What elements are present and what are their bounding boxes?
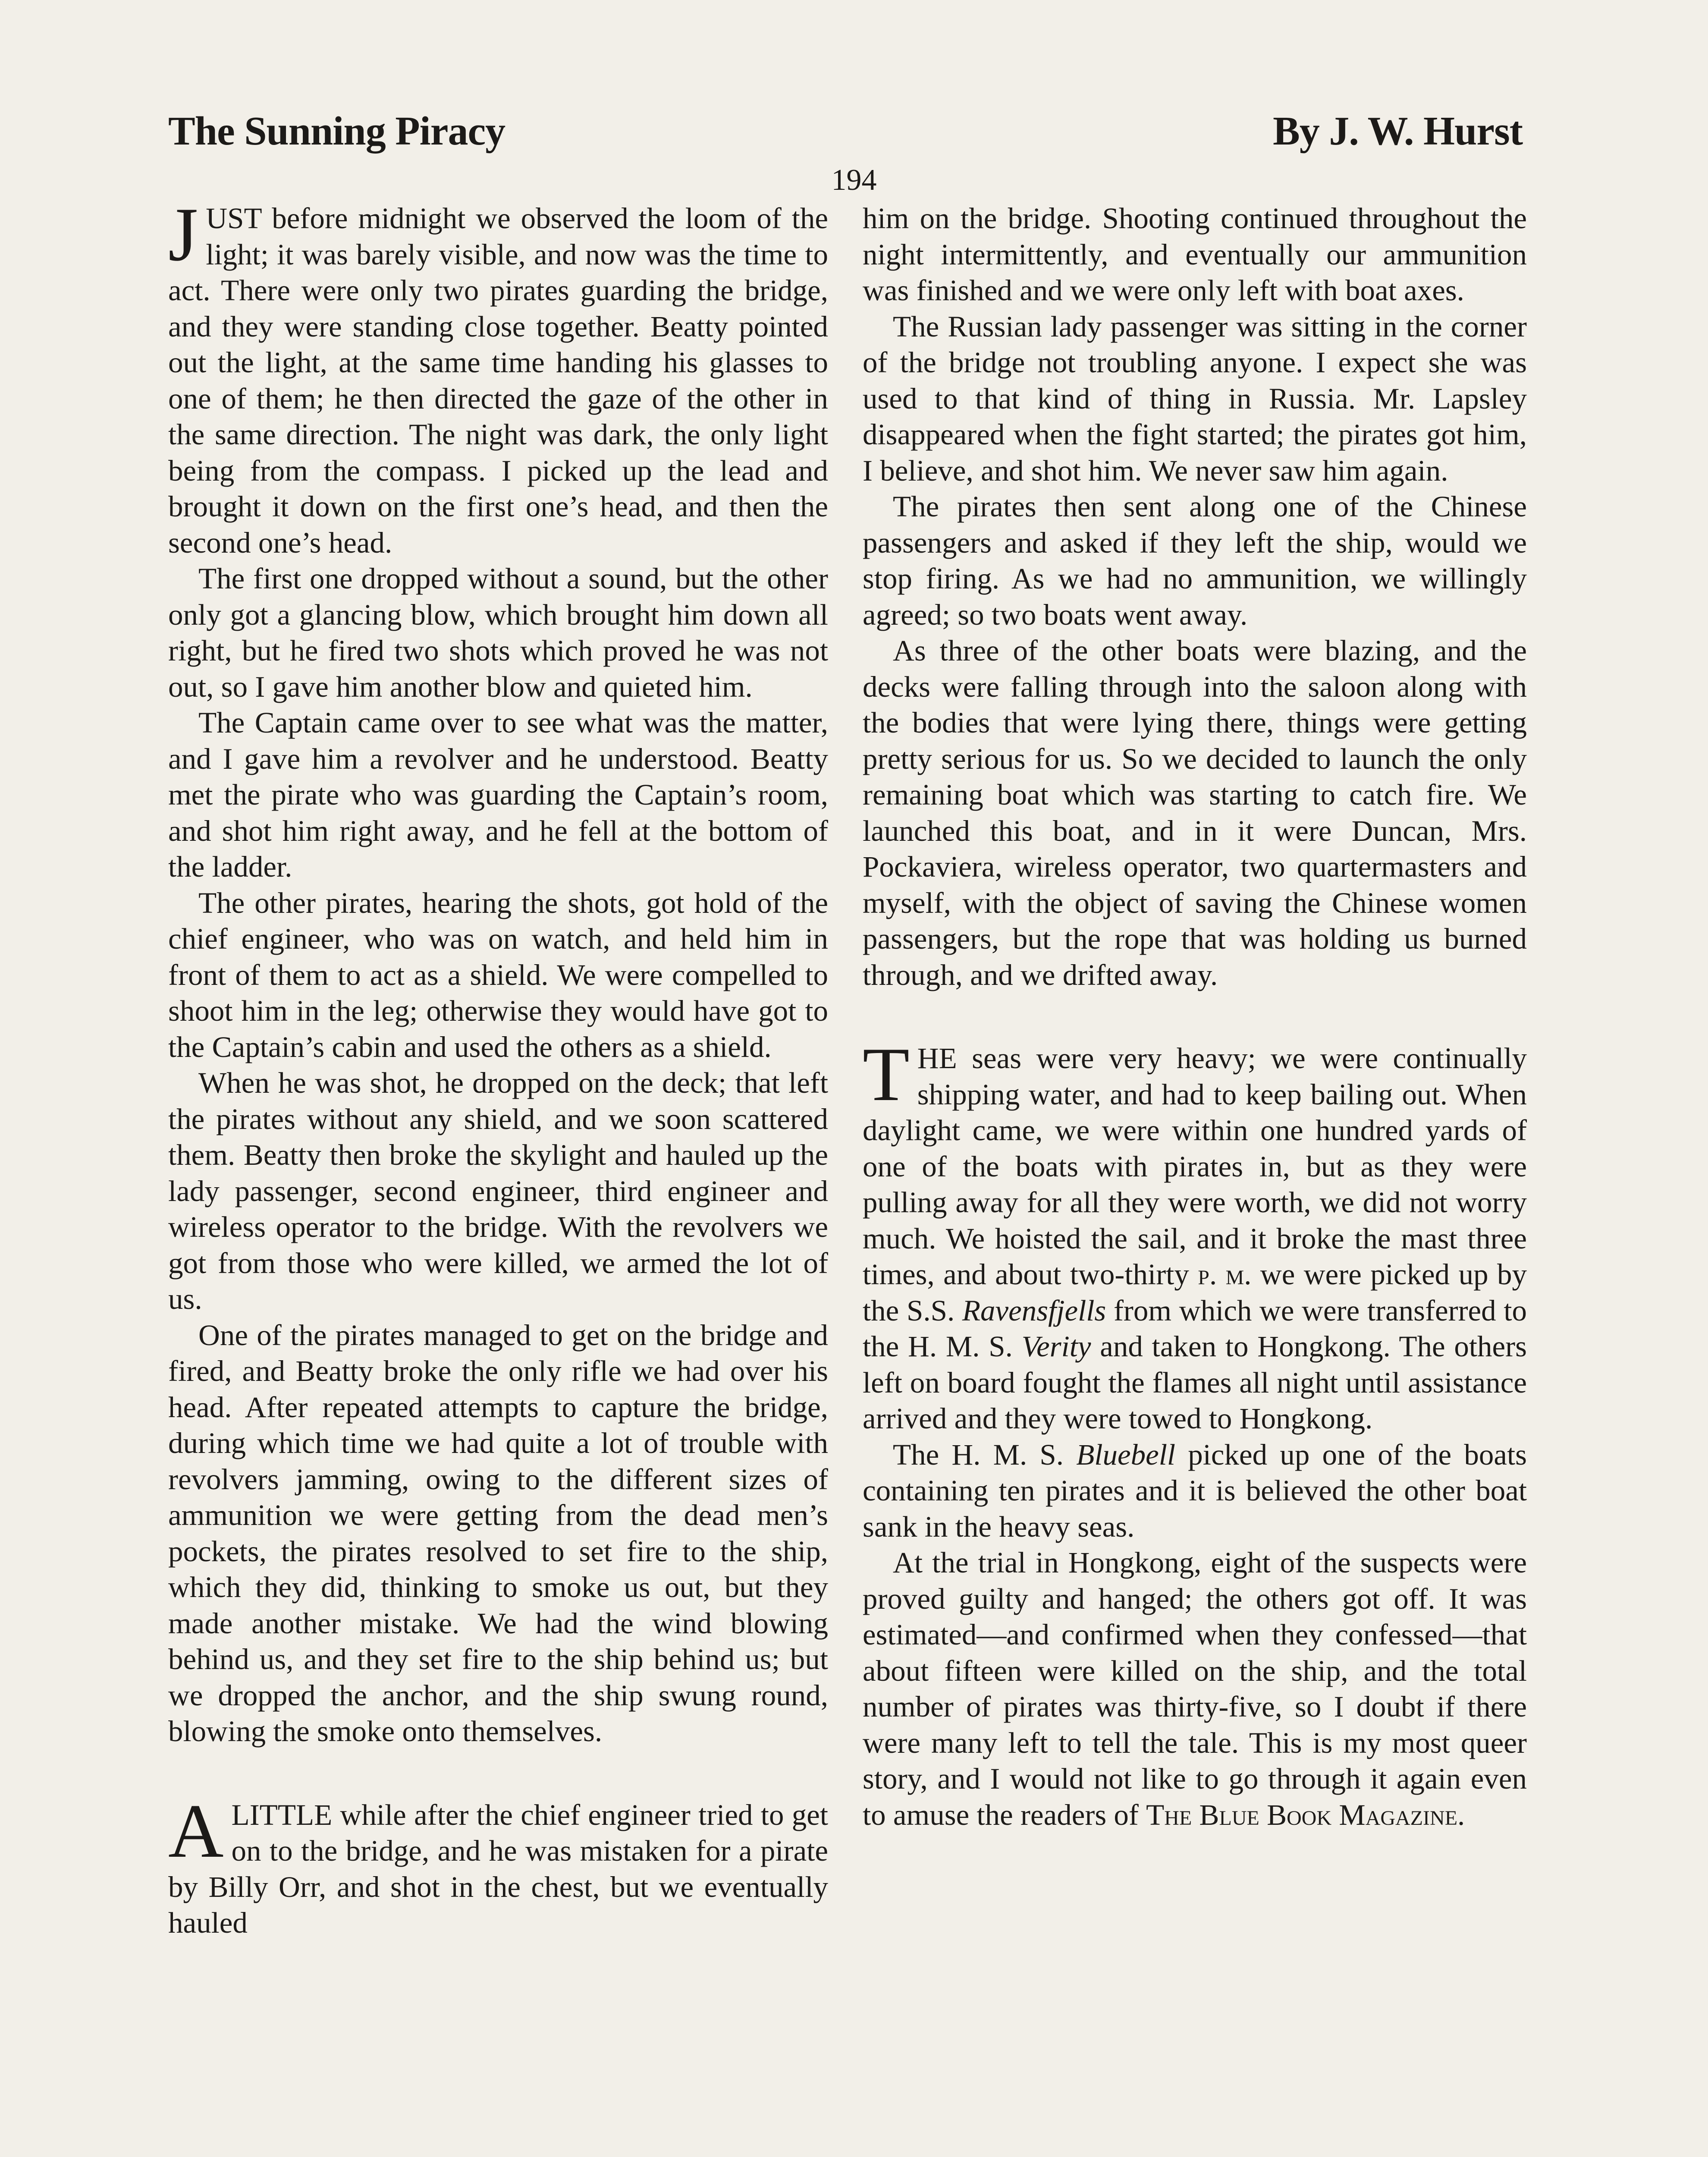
paragraph: At the trial in Hongkong, eight of the suspects were proved guilty and hanged; the others got off. It was estimated—and confirmed when they confessed—that about fifteen were killed on the ship, and the total number of pirates was thirty-five, so I doubt if there were many left to tell the tale. This is my most queer story, and I would not like to go through it again even to amuse the readers of The Blue Book Magazine.	[863, 1546, 1527, 1831]
drop-cap: T	[863, 1031, 910, 1117]
ship-name: Verity	[1021, 1330, 1091, 1363]
section-break	[168, 1750, 828, 1797]
paragraph: THE seas were very heavy; we were continually shipping water, and had to keep bailing out. When daylight came, we were within one hundred yards of one of the boats with pirates in, but as they were pulling away for all they were worth, we did not worry much. We hoisted the sail, and it broke the mast three times, and about two-thirty p. m. we were picked up by the S.S. Ravensfjells from which we were transferred to the H. M. S. Verity and taken to Hongkong. The others left on board fought the flames all night until assistance arrived and they were towed to Hongkong.	[863, 1031, 1527, 1435]
ship-name: Ravensfjells	[962, 1294, 1106, 1327]
left-column	[168, 192, 828, 1941]
page-header	[168, 108, 1523, 164]
story-title: The Sunning Piracy	[168, 109, 505, 154]
page-number: 194	[831, 164, 877, 197]
paragraph: One of the pirates managed to get on the bridge and fired, and Beatty broke the only rifle we had over his head. After repeated attempts to capture the bridge, during which time we had quite a lot of trouble with revolvers jamming, owing to the different sizes of ammunition we were getting from the dead men’s pockets, the pirates resolved to set fire to the ship, which they did, thinking to smoke us out, but they made another mistake. We had the wind blowing behind us, and they set fire to the ship behind us; but we dropped the anchor, and the ship swung round, blowing the smoke onto themselves.	[168, 1318, 828, 1748]
section-break	[863, 993, 1527, 1041]
paragraph: The H. M. S. Bluebell picked up one of the boats containing ten pirates and it is believed the other boat sank in the heavy seas.	[863, 1438, 1527, 1543]
magazine-name: The Blue Book Magazine	[1146, 1798, 1458, 1831]
paragraph: When he was shot, he dropped on the deck; that left the pirates without any shield, and we soon scattered them. Beatty then broke the skylight and hauled up the lady passenger, second engineer, third engineer and wireless operator to the bridge. With the revolvers we got from those who were killed, we armed the lot of us.	[168, 1066, 828, 1315]
drop-cap: J	[168, 192, 198, 277]
ship-name: Bluebell	[1076, 1438, 1176, 1471]
drop-cap: A	[168, 1788, 224, 1874]
paragraph: The Captain came over to see what was the matter, and I gave him a revolver and he understood. Beatty met the pirate who was guarding the Captain’s room, and shot him right away, and he fell at the bottom of the ladder.	[168, 706, 828, 883]
paragraph: him on the bridge. Shooting continued throughout the night intermittently, and eventually our ammunition was finished and we were only left with boat axes.	[863, 202, 1527, 307]
paragraph: JUST before midnight we observed the loom of the light; it was barely visible, and now was the time to act. There were only two pirates guarding the bridge, and they were standing close together. Beatty pointed out the light, at the same time handing his glasses to one of them; he then directed the gaze of the other in the same direction. The night was dark, the only light being from the compass. I picked up the lead and brought it down on the first one’s head, and then the second one’s head.	[168, 192, 828, 559]
paragraph: ALITTLE while after the chief engineer tried to get on to the bridge, and he was mistaken for a pirate by Billy Orr, and shot in the chest, but we eventually hauled	[168, 1788, 828, 1939]
paragraph: The other pirates, hearing the shots, got hold of the chief engineer, who was on watch, and held him in front of them to act as a shield. We were compelled to shoot him in the leg; otherwise they would have got to the Captain’s cabin and used the others as a shield.	[168, 886, 828, 1063]
time-abbrev: p. m.	[1198, 1258, 1252, 1291]
paragraph: The Russian lady passenger was sitting in the corner of the bridge not troubling anyone. I expect she was used to that kind of thing in Russia. Mr. Lapsley disappeared when the fight started; the pirates got him, I believe, and shot him. We never saw him again.	[863, 310, 1527, 487]
right-column	[863, 201, 1527, 1833]
paragraph: The pirates then sent along one of the Chinese passengers and asked if they left the ship, would we stop firing. As we had no ammunition, we willingly agreed; so two boats went away.	[863, 490, 1527, 631]
paragraph: The first one dropped without a sound, but the other only got a glancing blow, which brought him down all right, but he fired two shots which proved he was not out, so I gave him another blow and quieted him.	[168, 562, 828, 703]
paragraph: As three of the other boats were blazing, and the decks were falling through into the saloon along with the bodies that were lying there, things were getting pretty serious for us. So we decided to launch the only remaining boat which was starting to catch fire. We launched this boat, and in it were Duncan, Mrs. Pockaviera, wireless operator, two quartermasters and myself, with the object of saving the Chinese women passengers, but the rope that was holding us burned through, and we drifted away.	[863, 634, 1527, 991]
story-author: By J. W. Hurst	[1273, 109, 1523, 154]
